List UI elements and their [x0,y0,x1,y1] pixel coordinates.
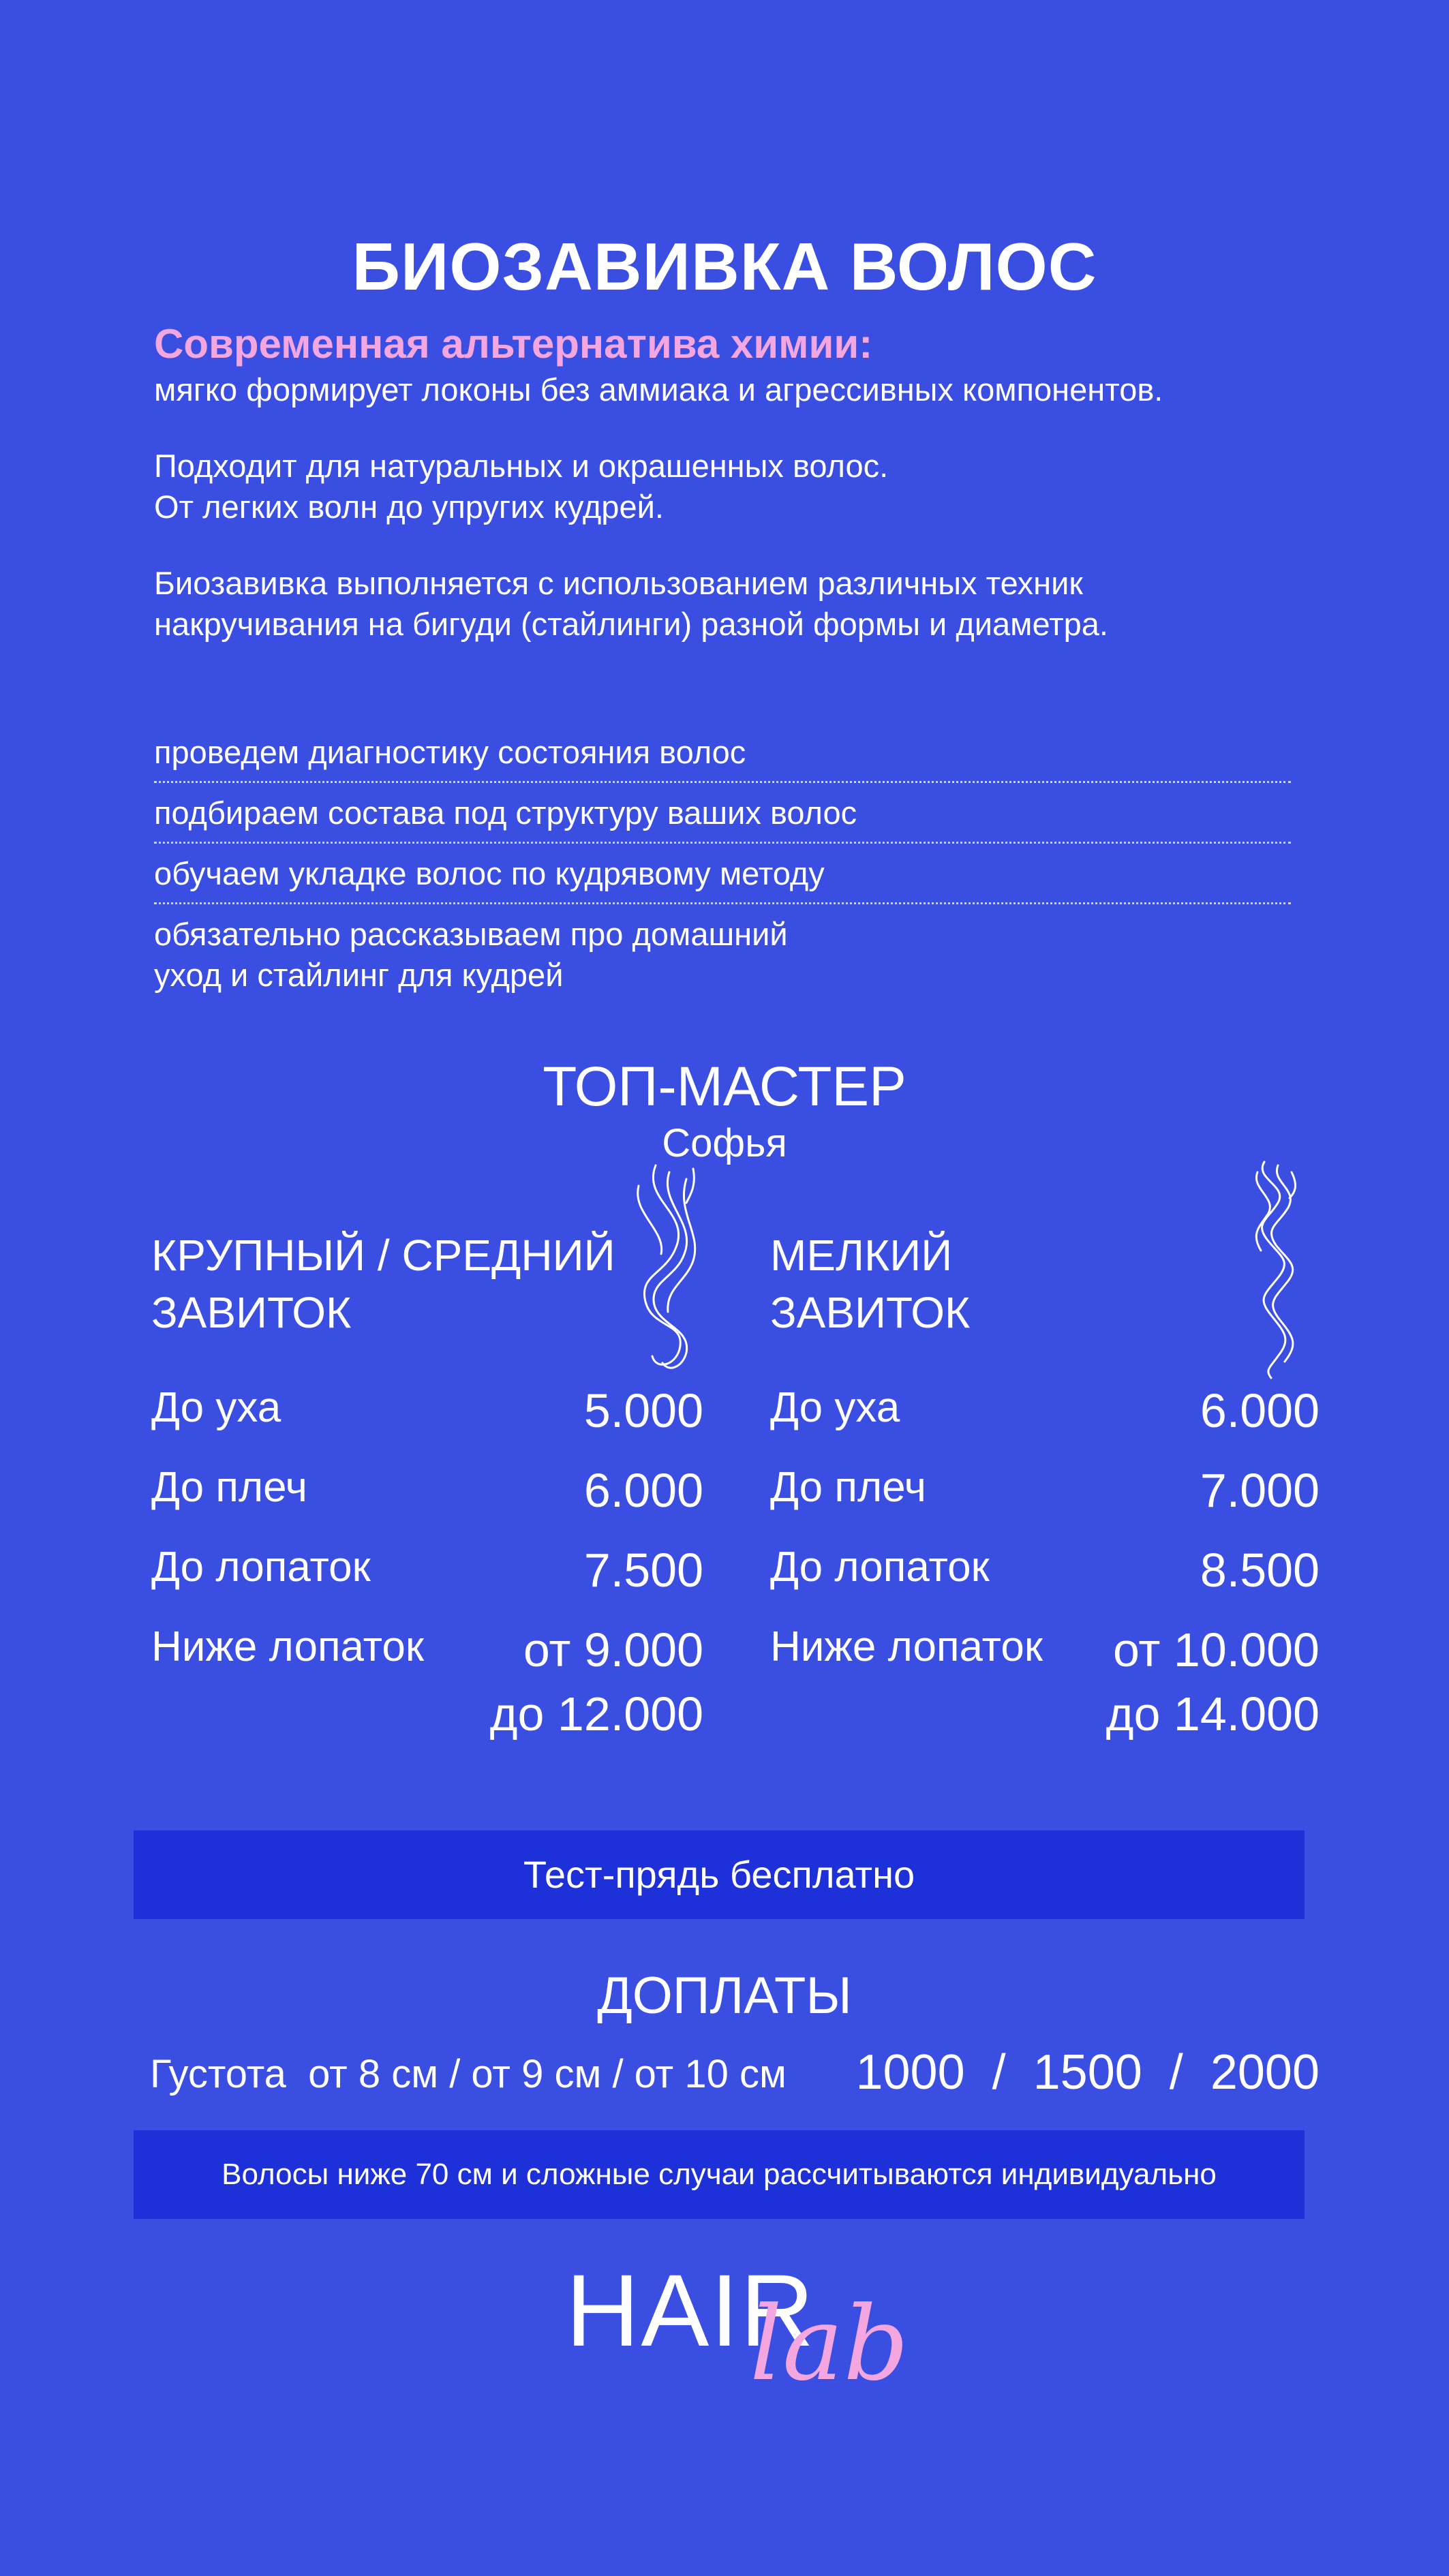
intro-lead: Современная альтернатива химии: [154,321,873,367]
loose-curl-icon [628,1159,703,1380]
column-title: МЕЛКИЙ ЗАВИТОК [770,1231,971,1337]
tight-curl-icon [1240,1159,1309,1387]
master-block [0,1053,1449,1166]
length-label: До уха [151,1384,281,1431]
price-value: от 10.000 [1112,1623,1320,1676]
feature-line: обязательно рассказываем про домашний [154,916,788,952]
price-row [151,1383,703,1463]
master-name: Софья [662,1121,787,1165]
feature-item [154,904,1291,1004]
length-label: До лопаток [770,1544,990,1591]
price-value: от 9.000 [523,1623,703,1676]
price-row [151,1623,703,1759]
length-label: До уха [770,1384,900,1431]
price-value: 5.000 [583,1384,703,1437]
price-value: 8.500 [1200,1544,1320,1597]
features-list [154,722,1291,1004]
price-row [770,1383,1320,1463]
price-row [770,1463,1320,1543]
hair-lab-logo [566,2249,909,2406]
price-row [770,1543,1320,1623]
price-value-max: до 12.000 [489,1687,703,1741]
extras-row [150,2044,1320,2106]
price-row [770,1623,1320,1759]
large-curl-column [151,1159,703,1759]
length-label: Ниже лопаток [770,1623,1043,1670]
extras-title: ДОПЛАТЫ [597,1967,852,2025]
intro-line: От легких волн до упругих кудрей. [154,489,664,525]
feature-item: подбираем состава под структуру ваших волос [154,783,1291,844]
small-curl-column [770,1159,1320,1759]
price-value: 7.000 [1200,1464,1320,1517]
column-header [770,1159,1320,1383]
price-value: 6.000 [1200,1384,1320,1437]
density-label: Густота от 8 см / от 9 см / от 10 см [150,2052,787,2096]
test-strand-banner: Тест-прядь бесплатно [134,1830,1305,1919]
page-title: БИОЗАВИВКА ВОЛОС [352,229,1097,304]
intro-line: мягко формирует локоны без аммиака и агрессивных компонентов. [154,371,1163,408]
logo-main-text: HAIR [566,2253,816,2367]
price-value: 7.500 [583,1544,703,1597]
intro-line: Биозавивка выполняется с использованием различных техник [154,565,1083,601]
feature-item: проведем диагностику состояния волос [154,722,1291,783]
column-title: КРУПНЫЙ / СРЕДНИЙ ЗАВИТОК [151,1231,615,1337]
feature-item: обучаем укладке волос по кудрявому методу [154,844,1291,904]
length-label: Ниже лопаток [151,1623,424,1670]
density-prices: 1000 / 1500 / 2000 [855,2045,1320,2100]
logo-script-text: lab [750,2285,909,2404]
price-row [151,1543,703,1623]
price-value-max: до 14.000 [1105,1687,1320,1741]
column-header [151,1159,703,1383]
master-role: ТОП-МАСТЕР [543,1056,906,1118]
individual-note-banner: Волосы ниже 70 см и сложные случаи рассчитываются индивидуально [134,2130,1305,2219]
intro-line: Подходит для натуральных и окрашенных волос. [154,448,889,484]
price-row [151,1463,703,1543]
intro-block [154,319,1313,645]
feature-line: уход и стайлинг для кудрей [154,957,564,993]
length-label: До плеч [770,1464,926,1511]
intro-line: накручивания на бигуди (стайлинги) разной формы и диаметра. [154,606,1108,642]
price-value: 6.000 [583,1464,703,1517]
length-label: До плеч [151,1464,307,1511]
length-label: До лопаток [151,1544,371,1591]
